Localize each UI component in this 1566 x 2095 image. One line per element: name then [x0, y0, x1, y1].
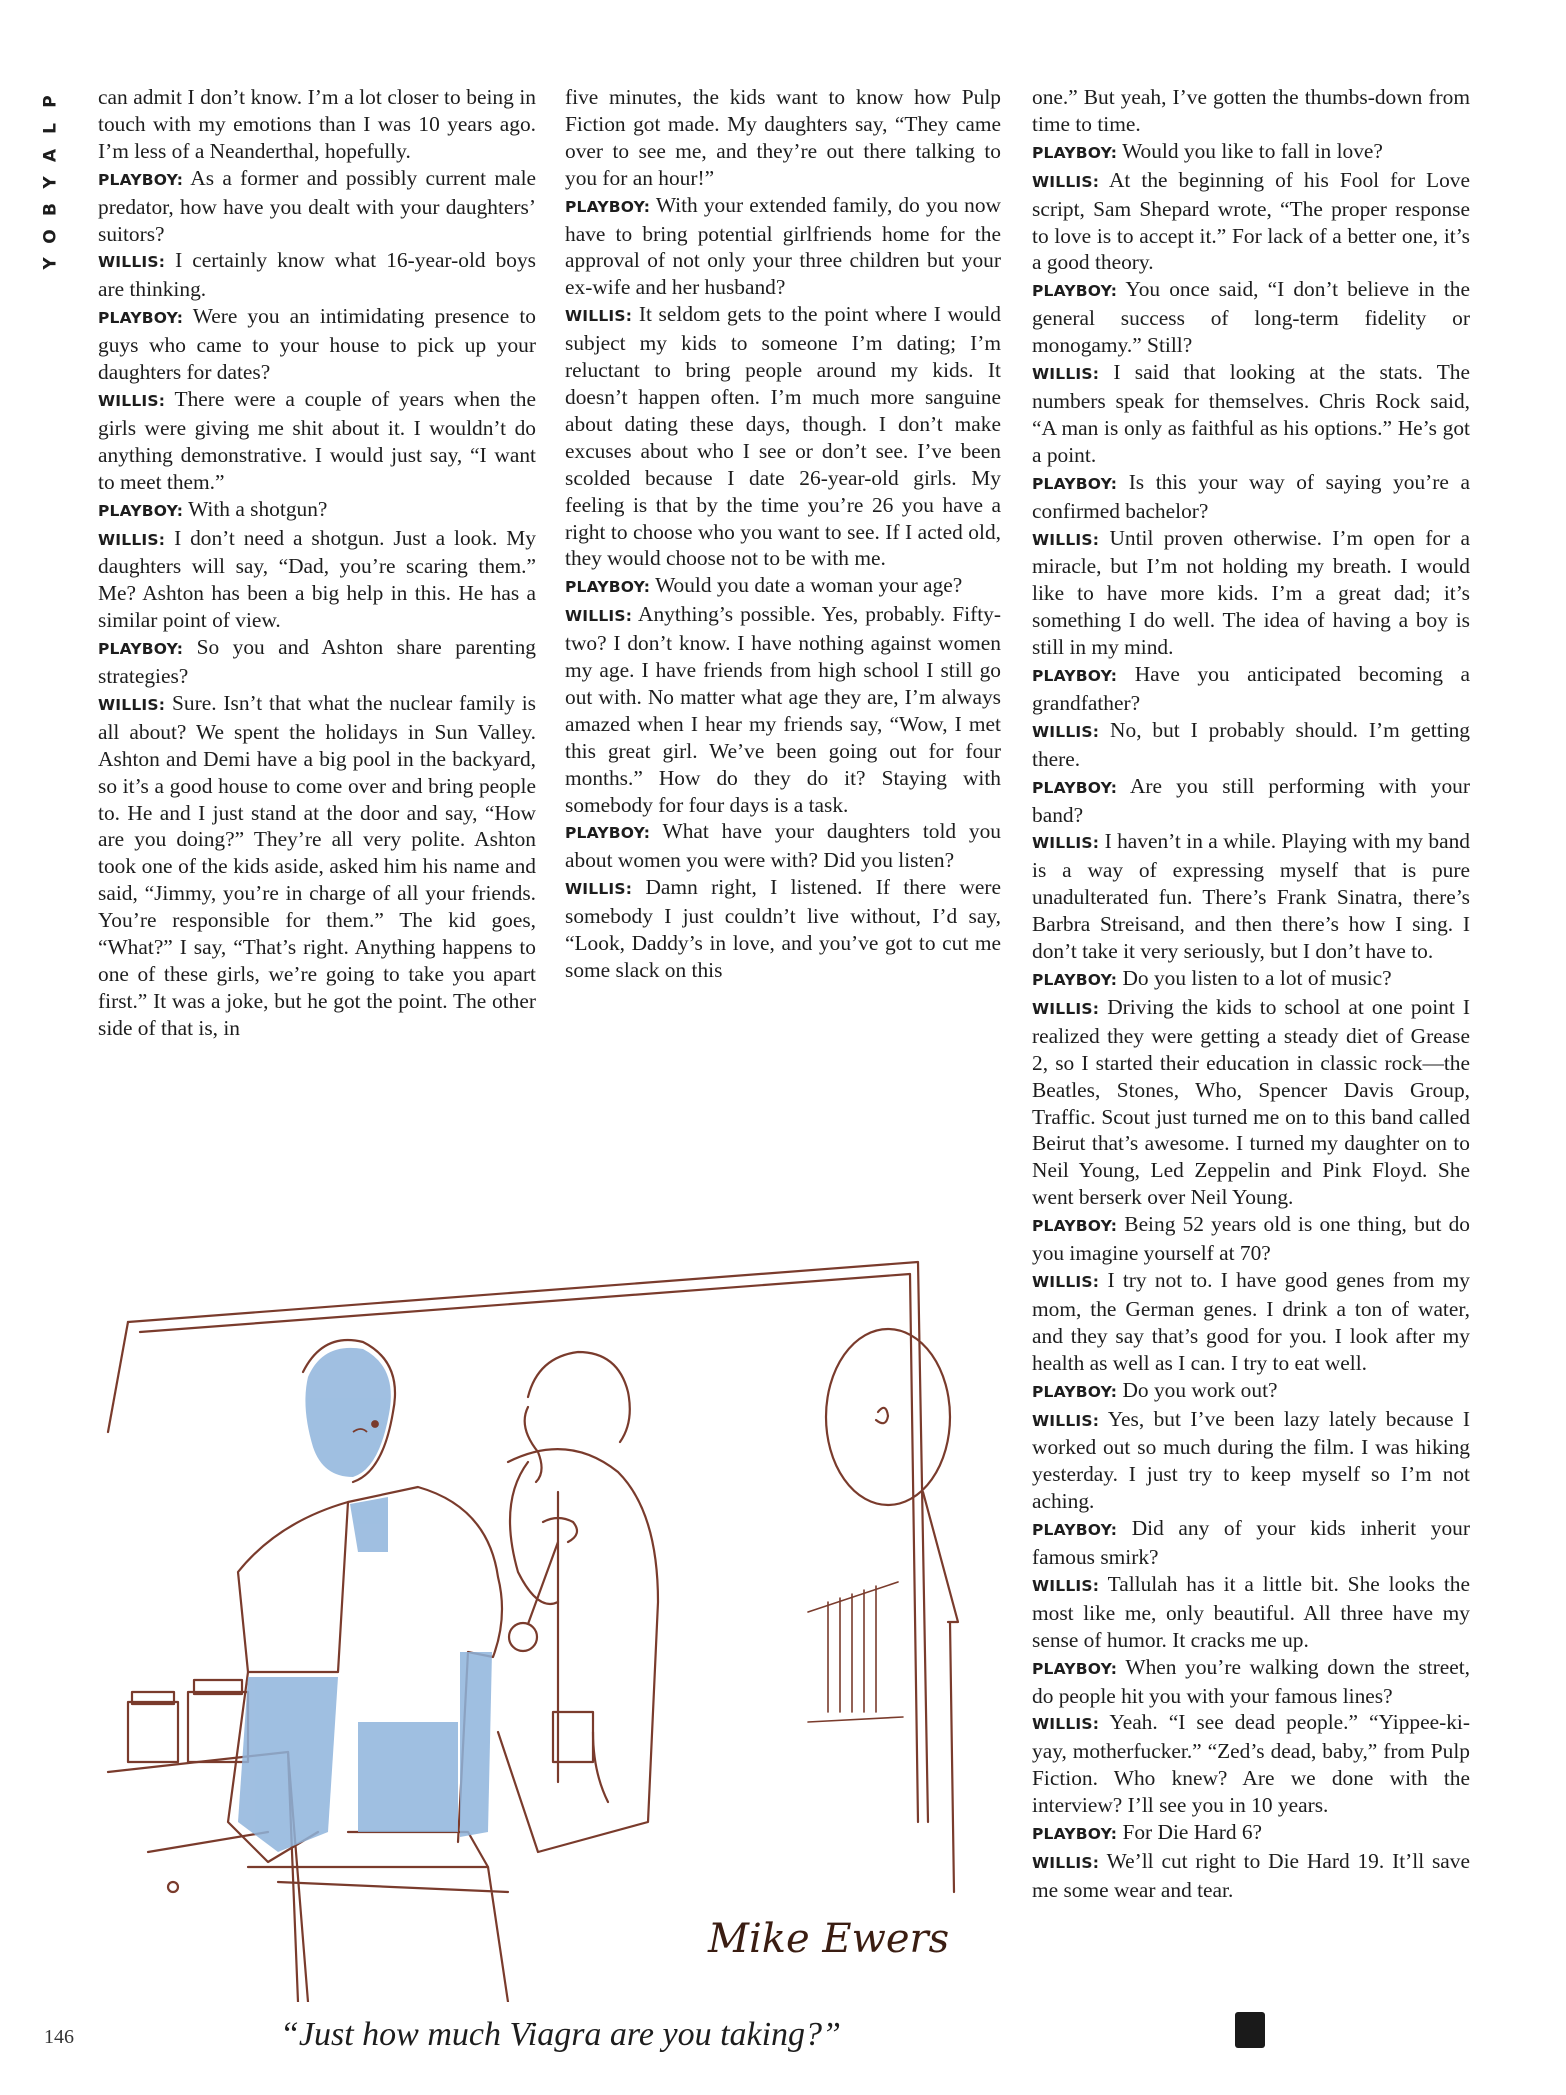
interview-paragraph	[1032, 965, 1470, 994]
paragraph-text: Anything’s possible. Yes, probably. Fifty-two? I don’t know. I have nothing against women my age. I have friends from high school I still go out with. No matter what age they are, I’m always amazed when I hear my friends say, “Wow, I met this great girl. We’ve been going out for four months.” How do they do it? Staying with somebody for four days is a task.	[565, 602, 1002, 817]
interview-paragraph	[565, 572, 1001, 601]
side-brand-letter: O	[40, 229, 61, 244]
interview-paragraph	[98, 84, 536, 165]
interview-paragraph	[1032, 138, 1470, 167]
paragraph-text: Tallulah has it a little bit. She looks the most like me, only beautiful. All three have my sense of humor. It cracks me up.	[1032, 1571, 1470, 1652]
interview-paragraph	[565, 601, 1001, 818]
interview-paragraph	[98, 525, 536, 635]
speaker-label: PLAYBOY:	[98, 501, 184, 520]
speaker-label: WILLIS:	[1032, 530, 1100, 549]
speaker-label: PLAYBOY:	[1032, 1217, 1118, 1236]
interview-paragraph	[1032, 525, 1470, 662]
speaker-label: PLAYBOY:	[1032, 971, 1118, 989]
paragraph-text: You once said, “I don’t believe in the general success of long-term fidelity or monogamy.” Still?	[1032, 277, 1470, 358]
speaker-label: WILLIS:	[1032, 722, 1100, 741]
interview-paragraph	[98, 303, 536, 386]
paragraph-text: Sure. Isn’t that what the nuclear family is all about? We spent the holidays in Sun Valley. Ashton and Demi have a big pool in the backyard, so it’s a good house to come over and bring people to. He and I just stand at the door and say, “How are you doing?” They’re all very polite. Ashton took one of the kids aside, asked him his name and said, “Jimmy, you’re in charge of all your friends. You’re responsible for them.” The kid goes, “What?” I say, “That’s right. Anything happens to one of these girls, we’re going to take you apart first.” It was a joke, but he got the point. The other side of that is, in	[98, 690, 536, 1040]
interview-paragraph	[565, 84, 1001, 192]
interview-paragraph	[1032, 469, 1470, 525]
paragraph-text: I don’t need a shotgun. Just a look. My daughters will say, “Dad, you’re scaring them.” Me? Ashton has been a big help in this. He has a similar point of view.	[98, 525, 536, 633]
speaker-label: PLAYBOY:	[1032, 1825, 1118, 1844]
paragraph-text: As a former and possibly current male predator, how have you dealt with your daughters’ suitors?	[98, 165, 537, 246]
interview-paragraph	[1032, 1571, 1470, 1654]
side-brand	[40, 88, 68, 277]
interview-paragraph	[565, 192, 1001, 302]
speaker-label: WILLIS:	[1032, 834, 1100, 853]
paragraph-text: Damn right, I listened. If there were somebody I just couldn’t live without, I’d say, “Look, Daddy’s in love, and you’ve got to cut me some slack on this	[565, 875, 1001, 982]
speaker-label: PLAYBOY:	[1032, 282, 1118, 301]
speaker-label: PLAYBOY:	[1032, 143, 1118, 162]
side-brand-letter: B	[40, 203, 61, 216]
interview-paragraph	[565, 818, 1001, 874]
interview-paragraph	[1032, 1515, 1470, 1571]
speaker-label: PLAYBOY:	[1032, 1659, 1118, 1678]
speaker-label: WILLIS:	[98, 695, 166, 714]
speaker-label: PLAYBOY:	[565, 578, 651, 597]
jar	[188, 1692, 248, 1762]
column-1	[98, 84, 536, 1042]
cartoon-signature: Mike Ewers	[708, 1916, 950, 1962]
paragraph-text: I certainly know what 16-year-old boys are thinking.	[98, 248, 537, 302]
speaker-label: WILLIS:	[1032, 999, 1100, 1018]
paragraph-text: So you and Ashton share parenting strategies?	[98, 635, 536, 689]
interview-paragraph	[1032, 1211, 1470, 1267]
cartoon-caption: “Just how much Viagra are you taking?”	[280, 2016, 841, 2053]
paragraph-text: one.” But yeah, I’ve gotten the thumbs-down from time to time.	[1032, 85, 1470, 136]
paragraph-text: Is this your way of saying you’re a confirmed bachelor?	[1032, 469, 1470, 523]
interview-paragraph	[1032, 661, 1470, 717]
paragraph-text: Being 52 years old is one thing, but do you imagine yourself at 70?	[1032, 1212, 1470, 1266]
speaker-label: WILLIS:	[98, 391, 166, 410]
interview-paragraph	[98, 386, 536, 496]
end-mark-icon	[1235, 2012, 1265, 2048]
interview-paragraph	[1032, 276, 1470, 359]
cartoon-illustration	[88, 1132, 1006, 2002]
speaker-label: WILLIS:	[98, 530, 166, 549]
speaker-label: WILLIS:	[1032, 1272, 1100, 1291]
paragraph-text: Would you date a woman your age?	[655, 573, 963, 598]
speaker-label: PLAYBOY:	[1032, 778, 1118, 797]
paragraph-text: It seldom gets to the point where I would subject my kids to someone I’m dating; I’m reluctant to bring people around my kids. It doesn’t happen often. I’m much more sanguine about dating these days, though. I don’t make excuses about who I see or don’t see. I’ve been scolded because I date 26-year-old girls. My feeling is that by the time you’re 26 you have a right to choose who you want to see. If I acted old, they would choose not to be with me.	[565, 302, 1001, 571]
paragraph-text: With a shotgun?	[188, 496, 328, 521]
paragraph-text: Have you anticipated becoming a grandfather?	[1032, 662, 1470, 715]
interview-paragraph	[98, 496, 536, 525]
interview-paragraph	[98, 690, 536, 1042]
speaker-label: WILLIS:	[565, 880, 633, 899]
speaker-label: WILLIS:	[1032, 1715, 1100, 1734]
interview-paragraph	[1032, 84, 1470, 138]
speaker-label: WILLIS:	[1032, 1854, 1100, 1872]
paragraph-text: For Die Hard 6?	[1122, 1820, 1263, 1845]
speaker-label: WILLIS:	[1032, 1411, 1100, 1430]
column-2	[565, 84, 1001, 984]
speaker-label: WILLIS:	[1032, 172, 1100, 191]
interview-paragraph	[1032, 1848, 1470, 1904]
paragraph-text: Would you like to fall in love?	[1122, 138, 1383, 163]
jar	[128, 1702, 178, 1762]
paragraph-text: I try not to. I have good genes from my mom, the German genes. I drink a ton of water, and they say that’s good for you. I look after my health as well as I can. I try to eat well.	[1032, 1267, 1470, 1375]
side-brand-letter: Y	[40, 257, 61, 270]
paragraph-text: I haven’t in a while. Playing with my band is a way of expressing myself that is pure unadulterated fun. There’s Frank Sinatra, there’s Barbra Streisand, and then there’s how I sing. I don’t take it very seriously, but I don’t have to.	[1032, 829, 1470, 964]
speaker-label: WILLIS:	[1032, 365, 1100, 384]
speaker-label: PLAYBOY:	[1032, 667, 1118, 686]
doctor	[525, 1352, 630, 1482]
speaker-label: PLAYBOY:	[1032, 1382, 1118, 1401]
side-brand-letter: L	[40, 123, 61, 134]
exam-table	[248, 1867, 508, 2002]
paragraph-text: We’ll cut right to Die Hard 19. It’ll save me some wear and tear.	[1032, 1849, 1470, 1902]
interview-paragraph	[1032, 1819, 1470, 1848]
paragraph-text: five minutes, the kids want to know how Pulp Fiction got made. My daughters say, “They came over to see me, and they’re out there talking to you for an hour!”	[565, 85, 1001, 190]
side-brand-letter: A	[40, 148, 61, 163]
interview-paragraph	[1032, 828, 1470, 965]
paragraph-text: Do you listen to a lot of music?	[1122, 966, 1392, 990]
paragraph-text: There were a couple of years when the girls were giving me shit about it. I wouldn’t do anything demonstrative. I would just say, “I want to meet them.”	[98, 386, 537, 494]
speaker-label: WILLIS:	[565, 307, 633, 326]
speaker-label: PLAYBOY:	[1032, 474, 1118, 493]
speaker-label: WILLIS:	[98, 253, 166, 272]
paragraph-text: No, but I probably should. I’m getting there.	[1032, 717, 1470, 771]
paragraph-text: Yes, but I’ve been lazy lately because I worked out so much during the film. I was hiking yesterday. I just try to keep myself so I’m not aching.	[1032, 1406, 1470, 1514]
interview-paragraph	[565, 874, 1001, 984]
speaker-label: PLAYBOY:	[565, 197, 651, 216]
paragraph-text: What have your daughters told you about women you were with? Did you listen?	[565, 819, 1002, 873]
interview-paragraph	[1032, 717, 1470, 773]
paragraph-text: can admit I don’t know. I’m a lot closer to being in touch with my emotions than I was 10 years ago. I’m less of a Neanderthal, hopefully.	[98, 85, 536, 163]
side-brand-letter: P	[40, 95, 61, 108]
interview-paragraph	[98, 247, 536, 303]
speaker-label: PLAYBOY:	[1032, 1521, 1118, 1540]
paragraph-text: Are you still performing with your band?	[1032, 773, 1471, 827]
speaker-label: PLAYBOY:	[98, 640, 184, 659]
interview-paragraph	[1032, 1709, 1470, 1819]
page-number: 146	[44, 2026, 74, 2048]
interview-paragraph	[1032, 167, 1470, 277]
interview-paragraph	[565, 301, 1001, 572]
interview-paragraph	[1032, 359, 1470, 469]
paragraph-text: Were you an intimidating presence to guys who came to your house to pick up your daughters for dates?	[98, 304, 536, 385]
paragraph-text: When you’re walking down the street, do people hit you with your famous lines?	[1032, 1654, 1471, 1708]
speaker-label: WILLIS:	[565, 607, 633, 626]
interview-paragraph	[1032, 1406, 1470, 1516]
paragraph-text: Driving the kids to school at one point I realized they were getting a steady diet of Grease 2, so I started their education in classic rock—the Beatles, Stones, Who, Spencer Davis Group, Traffic. Scout just turned me on to this band called Beirut that’s awesome. I turned my daughter on to Neil Young, Led Zeppelin and Pink Floyd. She went berserk over Neil Young.	[1032, 994, 1470, 1210]
paragraph-text: Did any of your kids inherit your famous smirk?	[1032, 1516, 1470, 1570]
interview-paragraph	[1032, 773, 1470, 829]
paragraph-text: Yeah. “I see dead people.” “Yippee-ki-yay, motherfucker.” “Zed’s dead, baby,” from Pulp Fiction. Who knew? Are we done with the interview? I’ll see you in 10 years.	[1032, 1710, 1470, 1818]
interview-paragraph	[1032, 1267, 1470, 1377]
interview-paragraph	[1032, 1377, 1470, 1406]
speaker-label: WILLIS:	[1032, 1576, 1100, 1595]
side-brand-letter: Y	[40, 176, 61, 189]
speaker-label: PLAYBOY:	[565, 824, 651, 843]
paragraph-text: With your extended family, do you now have to bring potential girlfriends home for the approval of not only your three children but your ex-wife and her husband?	[565, 192, 1001, 300]
paragraph-text: At the beginning of his Fool for Love script, Sam Shepard wrote, “The proper response to love is to accept it.” For lack of a better one, it’s a good theory.	[1032, 167, 1470, 275]
speaker-label: PLAYBOY:	[98, 170, 184, 189]
speaker-label: PLAYBOY:	[98, 309, 184, 328]
column-3	[1032, 84, 1470, 1904]
interview-paragraph	[1032, 994, 1470, 1211]
paragraph-text: Do you work out?	[1122, 1377, 1278, 1402]
interview-paragraph	[98, 634, 536, 690]
interview-paragraph	[98, 165, 536, 248]
paragraph-text: I said that looking at the stats. The numbers speak for themselves. Chris Rock said, “A man is only as faithful as his options.” He’s got a point.	[1032, 360, 1470, 467]
paragraph-text: Until proven otherwise. I’m open for a miracle, but I’m not holding my breath. I would like to have more kids. I’m a great dad; it’s something I do well. The idea of having a boy is still in my mind.	[1032, 525, 1470, 660]
interview-paragraph	[1032, 1654, 1470, 1710]
